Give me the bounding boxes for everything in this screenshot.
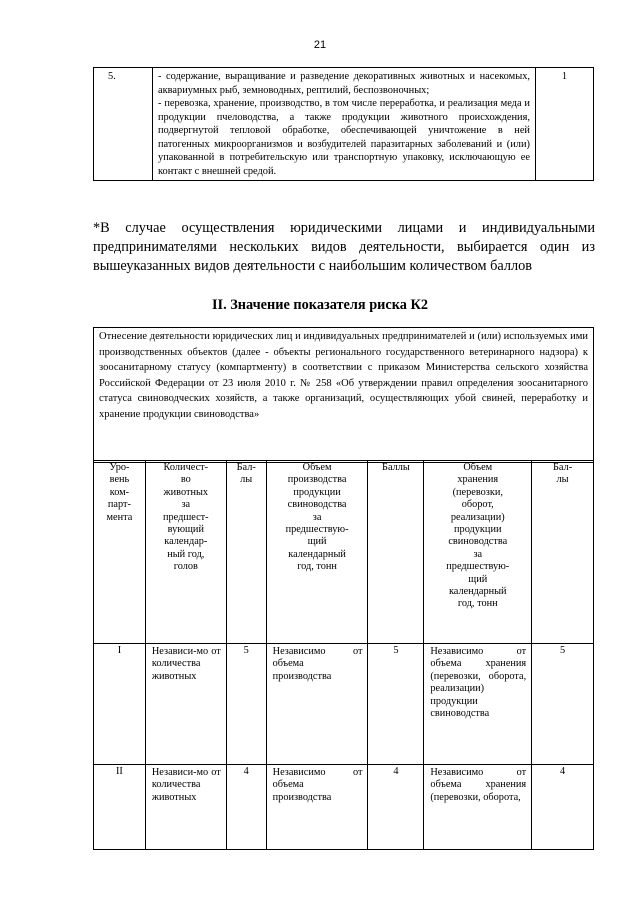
- header-text: Объем производства продукции свиноводства за предшествую- щий календарный год, тонн: [285, 462, 349, 573]
- header-text: Уро- вень ком- парт- мента: [106, 462, 133, 523]
- header-text: Объем хранения (перевозки, оборот, реализации) продукции свиноводства за предшествую- щий календарный год, тонн: [446, 462, 510, 610]
- cell-level: II: [94, 765, 146, 850]
- header-level: [94, 461, 146, 644]
- cell-score: 4: [368, 765, 424, 850]
- activity-description-item: - перевозка, хранение, производство, в том числе переработка, и реализация меда и продукции пчеловодства, а также продукции животного происхождения, подвергнутой тепловой обработке, обеспечивающей уничтожение в ней патогенных микроорганизмов и возбудителей паразитарных заболеваний и (или) упакованной в потребительскую или транспортную упаковку, исключающую ее контакт с внешней средой.: [158, 98, 530, 177]
- page-number: 21: [313, 39, 327, 51]
- row-number: 5.: [94, 68, 153, 181]
- header-score: [226, 461, 266, 644]
- risk-table: [93, 460, 594, 850]
- cell-storage: Независимо от объема хранения (перевозки, оборота,: [424, 765, 532, 850]
- table-row: [94, 765, 594, 850]
- cell-animals: Независи-мо от количества животных: [145, 644, 226, 765]
- header-score: [368, 461, 424, 644]
- cell-score: 5: [226, 644, 266, 765]
- header-text: Баллы: [382, 462, 410, 473]
- header-animals: [145, 461, 226, 644]
- table-row: [94, 68, 594, 181]
- activity-description-item: - содержание, выращивание и разведение декоративных животных и насекомых, аквариумных рыб, земноводных, рептилий, беспозвоночных;: [158, 71, 530, 96]
- cell-storage: Независимо от объема хранения (перевозки, оборота, реализации) продукции свиноводства: [424, 644, 532, 765]
- cell-score: 4: [226, 765, 266, 850]
- header-text: Бал- лы: [553, 462, 573, 486]
- activity-table: [93, 67, 594, 181]
- section-heading: II. Значение показателя риска К2: [211, 297, 428, 313]
- header-text: Бал- лы: [236, 462, 256, 486]
- activity-description: [153, 68, 536, 181]
- cell-score: 5: [532, 644, 594, 765]
- cell-score: 5: [368, 644, 424, 765]
- header-storage: [424, 461, 532, 644]
- cell-score: 4: [532, 765, 594, 850]
- header-score: [532, 461, 594, 644]
- footnote: *В случае осуществления юридическими лицами и индивидуальными предпринимателями нескольких видов деятельности, выбирается один из вышеуказанных видов деятельности с наибольшим количеством баллов: [93, 220, 595, 274]
- table-header-row: [94, 461, 594, 644]
- cell-production: Независимо от объема производства: [266, 644, 368, 765]
- activity-score: 1: [536, 68, 594, 181]
- intro-text: Отнесение деятельности юридических лиц и индивидуальных предпринимателей и (или) используемых ими производственных объектов (далее - объекты регионального государственного ветеринарного надзора) к зоосанитарному статусу (компартменту) в соответствии с приказом Министерства сельского хозяйства Российской Федерации от 23 июля 2010 г. № 258 «Об утверждении правил определения зоосанитарного статуса свиноводческих хозяйств, а также организаций, осуществляющих убой свиней, переработку и хранение продукции свиноводства»: [93, 327, 594, 463]
- cell-animals: Независи-мо от количества животных: [145, 765, 226, 850]
- header-production: [266, 461, 368, 644]
- cell-level: I: [94, 644, 146, 765]
- table-row: [94, 644, 594, 765]
- cell-production: Независимо от объема производства: [266, 765, 368, 850]
- header-text: Количест- во животных за предшест- вующий календар- ный год, голов: [163, 462, 209, 573]
